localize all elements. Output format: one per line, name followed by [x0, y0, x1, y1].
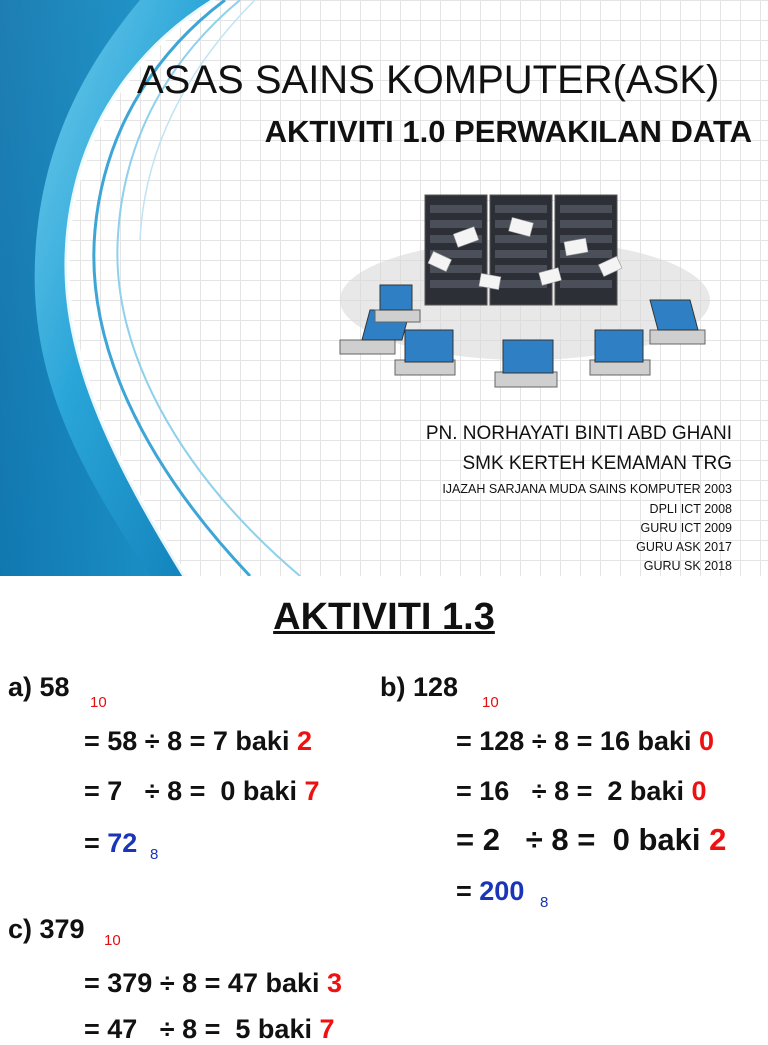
step-line: = 58 ÷ 8 = 7 baki 2: [84, 726, 312, 756]
result-base: 8: [540, 894, 549, 911]
activity-title: AKTIVITI 1.3: [273, 596, 495, 638]
remainder: 0: [691, 776, 707, 806]
credential-item: DPLI ICT 2008: [649, 502, 732, 516]
server-network-illustration: [335, 190, 715, 395]
step-line: = 2 ÷ 8 = 0 baki 2: [456, 822, 727, 857]
question-c-base: 10: [104, 932, 121, 949]
credential-item: GURU SK 2018: [643, 559, 732, 573]
slide-title: ASAS SAINS KOMPUTER(ASK): [137, 58, 720, 102]
credential-item: GURU ASK 2017: [636, 540, 732, 554]
question-a-base: 10: [90, 694, 107, 711]
result-value: 200: [479, 876, 525, 906]
remainder: 2: [709, 822, 727, 857]
remainder: 7: [319, 1014, 335, 1044]
result-value: 72: [107, 828, 138, 858]
remainder: 2: [296, 726, 312, 756]
result-line: = 200: [456, 876, 525, 906]
question-b-label: b) 128: [380, 672, 459, 702]
step-line: = 47 ÷ 8 = 5 baki 7: [84, 1014, 335, 1044]
school-name: SMK KERTEH KEMAMAN TRG: [462, 453, 732, 474]
step-line: = 16 ÷ 8 = 2 baki 0: [456, 776, 707, 806]
result-line: = 72: [84, 828, 138, 858]
credential-item: GURU ICT 2009: [640, 521, 732, 535]
result-base: 8: [150, 846, 159, 863]
step-line: = 379 ÷ 8 = 47 baki 3: [84, 968, 343, 998]
credential-item: IJAZAH SARJANA MUDA SAINS KOMPUTER 2003: [442, 482, 732, 496]
remainder: 7: [304, 776, 320, 806]
question-c-label: c) 379: [8, 914, 85, 944]
remainder: 0: [699, 726, 715, 756]
question-a-label: a) 58: [8, 672, 70, 702]
step-line: = 128 ÷ 8 = 16 baki 0: [456, 726, 715, 756]
activity-slide: [0, 576, 768, 1044]
server-rack-icon: [425, 195, 617, 305]
author-name: PN. NORHAYATI BINTI ABD GHANI: [425, 423, 732, 444]
slide-subtitle: AKTIVITI 1.0 PERWAKILAN DATA: [264, 114, 752, 149]
remainder: 3: [327, 968, 343, 998]
step-line: = 7 ÷ 8 = 0 baki 7: [84, 776, 320, 806]
question-b-base: 10: [482, 694, 499, 711]
